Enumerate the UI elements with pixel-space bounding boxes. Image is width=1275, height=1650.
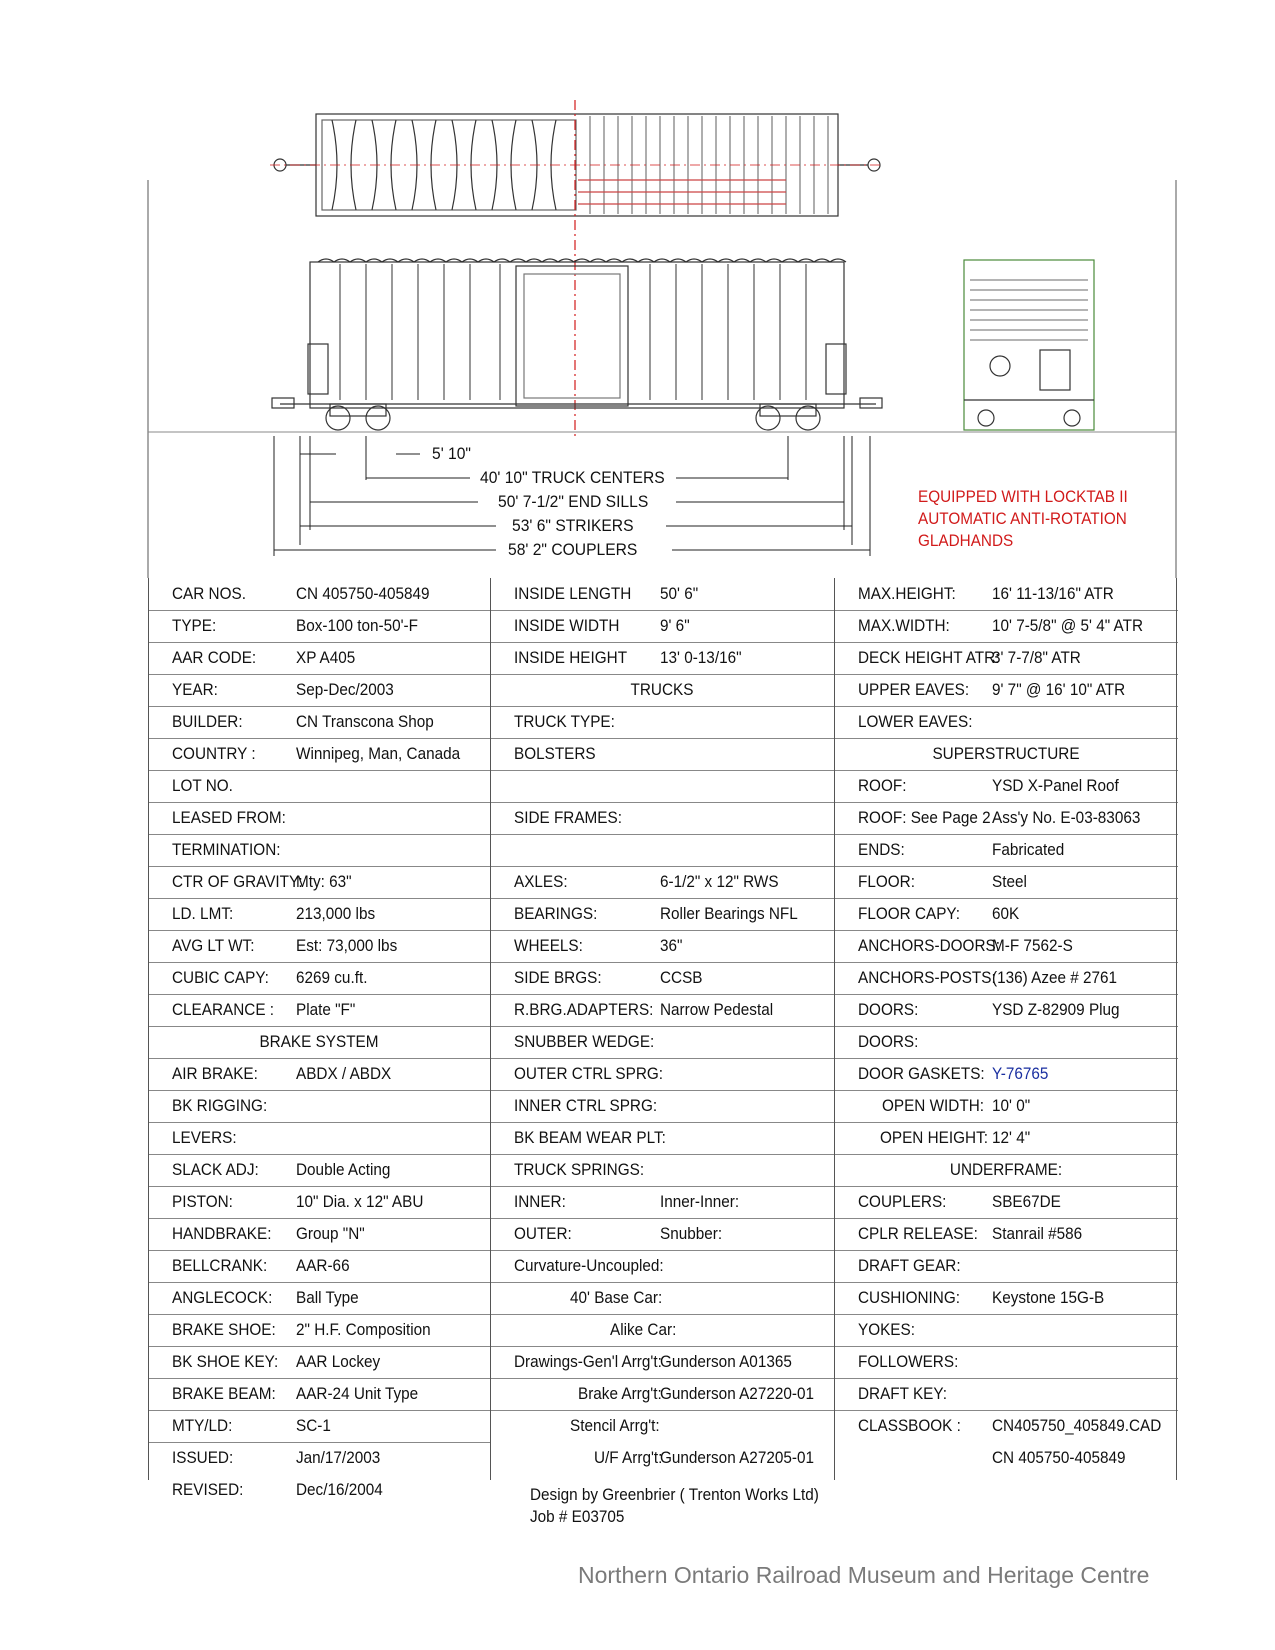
spec-row [834, 834, 1178, 866]
spec-label: OPEN WIDTH: [882, 1096, 985, 1115]
dim-strikers: 53' 6" STRIKERS [512, 516, 634, 535]
spec-row [490, 962, 834, 994]
spec-label: U/F Arrg't: [594, 1448, 663, 1467]
section-header: BRAKE SYSTEM [259, 1032, 379, 1051]
spec-value: SBE67DE [992, 1192, 1061, 1211]
spec-label: Curvature-Uncoupled: [514, 1256, 664, 1275]
spec-label: REVISED: [172, 1480, 244, 1499]
spec-label: LOWER EAVES: [858, 712, 973, 731]
spec-value: 10" Dia. x 12" ABU [296, 1192, 424, 1211]
spec-row [834, 738, 1178, 770]
spec-row [148, 1154, 490, 1186]
spec-label: SIDE FRAMES: [514, 808, 622, 827]
spec-row [148, 1346, 490, 1378]
spec-value: CCSB [660, 968, 703, 987]
spec-row [834, 1154, 1178, 1186]
spec-row [148, 962, 490, 994]
spec-value: CN Transcona Shop [296, 712, 434, 731]
spec-column-trucks [490, 578, 834, 1480]
spec-value: Ass'y No. E-03-83063 [992, 808, 1141, 827]
spec-value: 3' 7-7/8" ATR [992, 648, 1081, 667]
spec-label: CUBIC CAPY: [172, 968, 269, 987]
spec-row [490, 1090, 834, 1122]
spec-row [834, 994, 1178, 1026]
spec-row [490, 610, 834, 642]
spec-label: LOT NO. [172, 776, 233, 795]
spec-label: OUTER: [514, 1224, 572, 1243]
spec-value: CN 405750-405849 [992, 1448, 1126, 1467]
spec-row [490, 802, 834, 834]
spec-row [834, 866, 1178, 898]
spec-row [148, 1090, 490, 1122]
spec-value: CN405750_405849.CAD [992, 1416, 1162, 1435]
spec-label: INNER: [514, 1192, 566, 1211]
spec-row [490, 642, 834, 674]
spec-label: CAR NOS. [172, 584, 246, 603]
spec-value: Gunderson A27220-01 [660, 1384, 814, 1403]
spec-column-superstructure [834, 578, 1178, 1480]
spec-label: OUTER CTRL SPRG: [514, 1064, 664, 1083]
spec-row [148, 866, 490, 898]
spec-value: Gunderson A27205-01 [660, 1448, 814, 1467]
spec-row [834, 706, 1178, 738]
spec-label: COUPLERS: [858, 1192, 947, 1211]
spec-value: 10' 7-5/8" @ 5' 4" ATR [992, 616, 1144, 635]
spec-label: SIDE BRGS: [514, 968, 602, 987]
locktab-note [918, 486, 1128, 552]
spec-value: Steel [992, 872, 1027, 891]
spec-row [148, 1378, 490, 1410]
spec-row [834, 962, 1178, 994]
spec-row [148, 578, 490, 610]
spec-row [490, 1122, 834, 1154]
dim-truck-centers: 40' 10" TRUCK CENTERS [480, 468, 665, 487]
spec-row [490, 1026, 834, 1058]
spec-label: MAX.HEIGHT: [858, 584, 956, 603]
spec-label: ANGLECOCK: [172, 1288, 273, 1307]
spec-label: DECK HEIGHT ATR: [858, 648, 1000, 667]
spec-row [148, 1282, 490, 1314]
spec-label: BUILDER: [172, 712, 243, 731]
spec-label: BK RIGGING: [172, 1096, 268, 1115]
spec-value: 12' 4" [992, 1128, 1031, 1147]
dim-end-sills: 50' 7-1/2" END SILLS [498, 492, 649, 511]
spec-label: DOORS: [858, 1032, 919, 1051]
spec-row [834, 1442, 1178, 1474]
spec-row [148, 1058, 490, 1090]
spec-row [148, 930, 490, 962]
spec-row [148, 1122, 490, 1154]
spec-row [490, 1058, 834, 1090]
spec-label: BRAKE SHOE: [172, 1320, 276, 1339]
spec-row [834, 1250, 1178, 1282]
spec-value: YSD X-Panel Roof [992, 776, 1119, 795]
spec-row [148, 834, 490, 866]
spec-value: Plate "F" [296, 1000, 356, 1019]
spec-label: CTR OF GRAVITY: [172, 872, 303, 891]
spec-row [148, 1442, 490, 1474]
note-line-2: AUTOMATIC ANTI-ROTATION [918, 509, 1127, 528]
spec-label: DRAFT KEY: [858, 1384, 948, 1403]
spec-label: UPPER EAVES: [858, 680, 970, 699]
spec-value: Keystone 15G-B [992, 1288, 1105, 1307]
spec-value: Narrow Pedestal [660, 1000, 774, 1019]
spec-row [148, 1186, 490, 1218]
spec-row [490, 898, 834, 930]
spec-row [490, 994, 834, 1026]
side-elevation [272, 259, 882, 430]
note-line-3: GLADHANDS [918, 531, 1014, 550]
spec-label: CLASSBOOK : [858, 1416, 961, 1435]
spec-value: AAR-24 Unit Type [296, 1384, 419, 1403]
spec-label: LD. LMT: [172, 904, 234, 923]
spec-label: MAX.WIDTH: [858, 616, 950, 635]
spec-row [834, 1122, 1178, 1154]
spec-label: R.BRG.ADAPTERS: [514, 1000, 654, 1019]
spec-label: Stencil Arrg't: [570, 1416, 660, 1435]
spec-label: INNER CTRL SPRG: [514, 1096, 658, 1115]
spec-value: Gunderson A01365 [660, 1352, 792, 1371]
spec-row [834, 578, 1178, 610]
spec-row [490, 706, 834, 738]
spec-row [834, 930, 1178, 962]
spec-value: Double Acting [296, 1160, 391, 1179]
spec-label: BK BEAM WEAR PLT: [514, 1128, 666, 1147]
spec-value: 9' 6" [660, 616, 690, 635]
spec-value: 213,000 lbs [296, 904, 376, 923]
spec-label: TERMINATION: [172, 840, 281, 859]
spec-value: 50' 6" [660, 584, 699, 603]
spec-label: FLOOR: [858, 872, 915, 891]
spec-label: DOOR GASKETS: [858, 1064, 985, 1083]
spec-row [148, 1474, 490, 1506]
spec-label: OPEN HEIGHT: [880, 1128, 988, 1147]
spec-value: 36" [660, 936, 683, 955]
spec-value: Winnipeg, Man, Canada [296, 744, 461, 763]
spec-value: Inner-Inner: [660, 1192, 740, 1211]
spec-value: Stanrail #586 [992, 1224, 1083, 1243]
spec-row [834, 802, 1178, 834]
spec-label: ENDS: [858, 840, 905, 859]
spec-value: 6269 cu.ft. [296, 968, 368, 987]
spec-label: WHEELS: [514, 936, 583, 955]
spec-value: Sep-Dec/2003 [296, 680, 394, 699]
spec-row [490, 770, 834, 802]
spec-value: Snubber: [660, 1224, 723, 1243]
spec-value: CN 405750-405849 [296, 584, 430, 603]
spec-value: M-F 7562-S [992, 936, 1073, 955]
spec-row [148, 610, 490, 642]
spec-value: Jan/17/2003 [296, 1448, 381, 1467]
spec-label: COUNTRY : [172, 744, 256, 763]
spec-row [148, 994, 490, 1026]
spec-value: XP A405 [296, 648, 356, 667]
spec-value: ABDX / ABDX [296, 1064, 392, 1083]
spec-row [834, 1346, 1178, 1378]
spec-row [834, 1090, 1178, 1122]
spec-value: Roller Bearings NFL [660, 904, 798, 923]
spec-label: Alike Car: [610, 1320, 677, 1339]
spec-label: MTY/LD: [172, 1416, 233, 1435]
spec-label: FOLLOWERS: [858, 1352, 959, 1371]
spec-row [148, 1250, 490, 1282]
spec-value: AAR-66 [296, 1256, 350, 1275]
spec-row [490, 866, 834, 898]
section-header: UNDERFRAME: [949, 1160, 1063, 1179]
spec-value: 13' 0-13/16" [660, 648, 742, 667]
spec-label: ROOF: [858, 776, 907, 795]
designer: Design by Greenbrier ( Trenton Works Ltd) [530, 1485, 819, 1504]
spec-label: BRAKE BEAM: [172, 1384, 276, 1403]
spec-value: 9' 7" @ 16' 10" ATR [992, 680, 1126, 699]
section-header: TRUCKS [630, 680, 694, 699]
spec-label: AXLES: [514, 872, 568, 891]
spec-label: HANDBRAKE: [172, 1224, 272, 1243]
spec-label: ISSUED: [172, 1448, 234, 1467]
spec-row [490, 1410, 834, 1442]
spec-label: ROOF: See Page 2 [858, 808, 991, 827]
spec-label: LEVERS: [172, 1128, 237, 1147]
spec-column-general [148, 578, 490, 1499]
spec-row [490, 1346, 834, 1378]
spec-label: TYPE: [172, 616, 217, 635]
spec-label: FLOOR CAPY: [858, 904, 961, 923]
spec-value: YSD Z-82909 Plug [992, 1000, 1120, 1019]
spec-label: AAR CODE: [172, 648, 257, 667]
spec-value: SC-1 [296, 1416, 331, 1435]
spec-value: Ball Type [296, 1288, 359, 1307]
spec-row [148, 1410, 490, 1442]
spec-row [490, 578, 834, 610]
spec-row [490, 1282, 834, 1314]
spec-value: Dec/16/2004 [296, 1480, 383, 1499]
end-elevation [964, 260, 1094, 430]
spec-label: BK SHOE KEY: [172, 1352, 279, 1371]
design-credit [530, 1484, 819, 1528]
spec-label: BEARINGS: [514, 904, 598, 923]
spec-row [834, 770, 1178, 802]
spec-label: DRAFT GEAR: [858, 1256, 961, 1275]
spec-row [148, 738, 490, 770]
spec-label: LEASED FROM: [172, 808, 286, 827]
dim-couplers: 58' 2" COUPLERS [508, 540, 638, 559]
spec-label: 40' Base Car: [570, 1288, 663, 1307]
spec-value: 60K [992, 904, 1020, 923]
spec-row [148, 706, 490, 738]
spec-label: CPLR RELEASE: [858, 1224, 978, 1243]
spec-row [834, 898, 1178, 930]
spec-row [490, 1314, 834, 1346]
spec-row [148, 674, 490, 706]
spec-label: ANCHORS-POSTS: [858, 968, 996, 987]
spec-row [490, 1378, 834, 1410]
spec-label: TRUCK SPRINGS: [514, 1160, 645, 1179]
spec-value: Box-100 ton-50'-F [296, 616, 418, 635]
spec-row [490, 834, 834, 866]
spec-row [490, 738, 834, 770]
spec-row [490, 1442, 834, 1474]
spec-row [148, 1314, 490, 1346]
spec-label: Drawings-Gen'l Arrg't: [514, 1352, 662, 1371]
spec-label: TRUCK TYPE: [514, 712, 615, 731]
spec-row [834, 1282, 1178, 1314]
note-line-1: EQUIPPED WITH LOCKTAB II [918, 487, 1128, 506]
spec-label: AVG LT WT: [172, 936, 255, 955]
spec-row [834, 1026, 1178, 1058]
spec-row [148, 642, 490, 674]
spec-row [834, 642, 1178, 674]
spec-value: Est: 73,000 lbs [296, 936, 398, 955]
spec-row [834, 1314, 1178, 1346]
spec-row [148, 898, 490, 930]
dim-5-10: 5' 10" [432, 444, 471, 463]
spec-value: 10' 0" [992, 1096, 1031, 1115]
spec-value: Y-76765 [992, 1064, 1049, 1083]
museum-watermark: Northern Ontario Railroad Museum and Heritage Centre [578, 1562, 1150, 1588]
spec-row [490, 1154, 834, 1186]
spec-row [490, 1218, 834, 1250]
spec-value: Mty: 63" [296, 872, 352, 891]
spec-label: INSIDE HEIGHT [514, 648, 628, 667]
spec-row [834, 1218, 1178, 1250]
job-number: Job # E03705 [530, 1507, 625, 1526]
spec-label: PISTON: [172, 1192, 233, 1211]
spec-row [834, 1058, 1178, 1090]
spec-value: AAR Lockey [296, 1352, 381, 1371]
spec-label: INSIDE WIDTH [514, 616, 620, 635]
spec-label: YOKES: [858, 1320, 915, 1339]
spec-label: YEAR: [172, 680, 218, 699]
spec-label: ANCHORS-DOORS: [858, 936, 1000, 955]
spec-value: 6-1/2" x 12" RWS [660, 872, 779, 891]
spec-value: Group "N" [296, 1224, 365, 1243]
spec-row [834, 1378, 1178, 1410]
spec-row [490, 930, 834, 962]
spec-row [490, 1250, 834, 1282]
spec-row [490, 674, 834, 706]
spec-value: 16' 11-13/16" ATR [992, 584, 1114, 603]
spec-label: DOORS: [858, 1000, 919, 1019]
spec-label: CLEARANCE : [172, 1000, 275, 1019]
spec-label: INSIDE LENGTH [514, 584, 632, 603]
spec-row [148, 1218, 490, 1250]
spec-row [834, 610, 1178, 642]
spec-label: SLACK ADJ: [172, 1160, 259, 1179]
spec-row [148, 1026, 490, 1058]
spec-row [834, 1410, 1178, 1442]
spec-value: Fabricated [992, 840, 1065, 859]
spec-label: BOLSTERS [514, 744, 596, 763]
spec-label: SNUBBER WEDGE: [514, 1032, 655, 1051]
spec-row [148, 802, 490, 834]
spec-row [490, 1186, 834, 1218]
spec-value: 2" H.F. Composition [296, 1320, 431, 1339]
spec-label: Brake Arrg't: [578, 1384, 662, 1403]
spec-label: BELLCRANK: [172, 1256, 268, 1275]
section-header: SUPERSTRUCTURE [932, 744, 1080, 763]
spec-row [834, 1186, 1178, 1218]
spec-row [834, 674, 1178, 706]
spec-label: AIR BRAKE: [172, 1064, 258, 1083]
spec-row [148, 770, 490, 802]
spec-label: CUSHIONING: [858, 1288, 961, 1307]
spec-value: (136) Azee # 2761 [992, 968, 1118, 987]
